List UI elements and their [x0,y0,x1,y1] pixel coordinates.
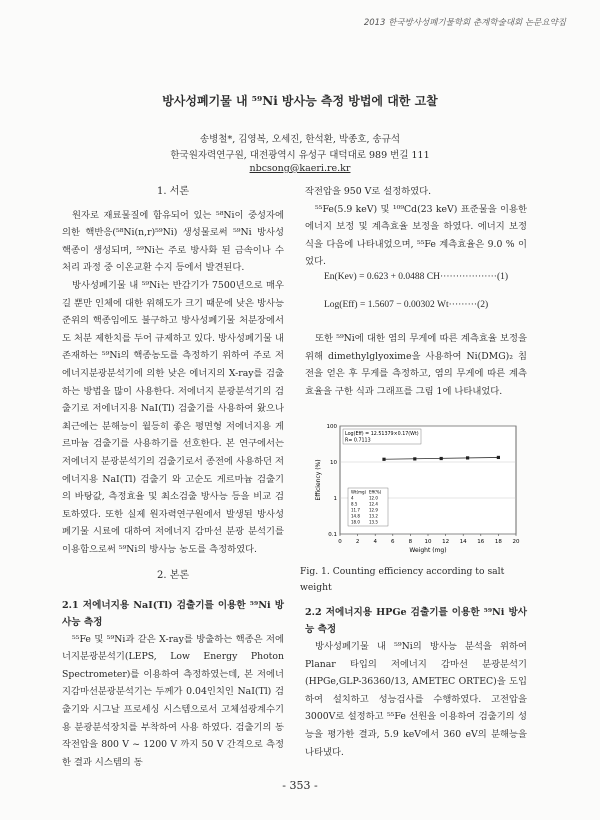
dmg-paragraph: 또한 ⁵⁹Ni에 대한 염의 무게에 따른 계측효율 보정을 위해 dimethylglyoxime을 사용하여 Ni(DMG)₂ 침전을 얻은 후 무게를 측정하고, 염의 무게에 따른 계측효율을 구한 식과 그래프를 그림 1에 나타내었다. [305,333,527,397]
x-tick-label: 10 [424,539,432,545]
inset-table-cell: 4 [351,495,354,501]
x-tick-label: 18 [494,539,502,545]
inset-table-cell: 13.5 [369,519,378,525]
data-point [497,456,500,459]
subsection-2-1-title: 2.1 저에너지용 NaI(Tl) 검출기를 이용한 ⁵⁹Ni 방사능 측정 [62,599,284,628]
figure-caption: Fig. 1. Counting efficiency according to salt weight [300,566,505,593]
operating-voltage-text: 작전압을 950 V로 설정하였다. [305,186,432,197]
subsection-2-1-paragraph: ⁵⁵Fe 및 ⁵⁹Ni과 같은 X-ray를 방출하는 핵종은 저에너지분광분석기(LEPS, Low Energy Photon Spectrometer)를 이용하여 측정하였는데, 본 저에너지감마선분광분석기는 두께가 0.04인치인 NaI(Tl) 검출기와 시그날 프로세싱 시스템으로서 고체섬광계수기용 분광분석장치를 부착하여 사용 하였다. 검출기의 동작전압을 800 V ~ 1200 V 까지 50 V 간격으로 측정한 결과 시스템의 동 [62,633,284,768]
journal-header: 2013 한국방사성폐기물학회 춘계학술대회 논문요약집 [363,18,566,28]
x-tick-label: 16 [477,539,485,545]
inset-table-header: Eff(%) [369,489,382,495]
inset-table-cell: 8.5 [351,501,358,507]
data-point [440,457,443,460]
equation-2: Log(Eff) = 1.5607 − 0.00302 Wt·········(2) [324,300,489,310]
inset-table-cell: 12.4 [369,501,378,507]
x-tick-label: 20 [512,539,520,545]
y-tick-label: 0.1 [328,532,337,538]
efficiency-chart-svg [310,420,524,556]
right-column-lower [305,604,527,761]
subsection-2-2-title: 2.2 저에너지용 HPGe 검출기를 이용한 ⁵⁹Ni 방사능 측정 [305,607,527,635]
x-tick-label: 6 [391,539,395,545]
inset-table-header: Wt(mg) [351,489,367,495]
y-tick-label: 1 [333,496,337,502]
data-point [413,457,416,460]
x-tick-label: 2 [355,539,360,545]
right-column-mid [305,330,527,400]
section-intro-title: 1. 서론 [156,186,190,197]
authors: 송병철*, 김영복, 오세진, 한석환, 박종호, 송규석 [199,134,401,145]
paper-title: 방사성폐기물 내 ⁵⁹Ni 방사능 측정 방법에 대한 고찰 [162,94,438,108]
inset-table-cell: 12.9 [369,507,378,513]
intro-paragraph-2: 방사성폐기물 내 ⁵⁹Ni는 반감기가 7500년으로 매우 길 뿐만 인체에 대한 위해도가 크기 때문에 낮은 방사능 준위의 핵종임에도 불구하고 방사성폐기물 처분장에서도 처분 제한치를 두어 규제하고 있다. 방사성폐기물 내 존재하는 ⁵⁹Ni의 핵종농도를 측정하기 위하여 주로 저에너지분광분석기에 의한 낮은 에너지의 X-ray를 검출하는 방법을 많이 사용한다. 저에너지 분광분석기의 검출기로 저에너지용 NaI(Tl) 검출기를 사용하여 왔으나 최근에는 분해능이 월등히 좋은 평면형 저에너지용 게르마늄 검출기를 사용하기를 선호한다. 본 연구에서는 저에너지 분광분석기의 검출기로서 종전에 사용하던 저에너지용 NaI(Tl) 검출기 와 고순도 게르마늄 검출기의 바탕값, 측정효율 및 최소검출 방사능 등을 비교 검토하였다. 또한 실제 원자력연구원에서 발생된 방사성폐기물 시료에 대하여 저에너지 감마선 분광 분석기를 이용함으로써 ⁵⁹Ni의 방사능 농도를 측정하였다. [62,279,284,555]
left-column [62,183,284,558]
page-number: - 353 - [282,779,318,792]
subsection-2-2-paragraph: 방사성폐기물 내 ⁵⁹Ni의 방사능 분석을 위하여 Planar 타입의 저에너지 감마선 분광분석기(HPGe,GLP-36360/13, AMETEC ORTEC)을 도입하여 설치하고 성능검사를 수행하였다. 고전압을 3000V로 설정하고 ⁵⁵Fe 선원을 이용하여 검출기의 성능을 평가한 결과, 5.9 keV에서 360 eV의 분해능을 나타냈다. [305,641,527,758]
email-link[interactable]: nbcsong@kaeri.re.kr [249,163,351,174]
x-axis-label: Weight (mg) [409,547,447,554]
y-axis-label: Efficiency (%) [315,459,322,501]
inset-table-cell: 11.7 [351,507,360,513]
x-tick-label: 8 [408,539,413,545]
intro-paragraph-1: 원자로 재료물질에 함유되어 있는 ⁵⁸Ni이 중성자에 의한 핵반응(⁵⁸Ni(n,r)⁵⁹Ni) 생성물로써 ⁵⁹Ni 방사성 핵종이 생성되며, ⁵⁹Ni는 주로 방사화 된 금속이나 수 처리 과정 중 이온교환 수지 등에서 발견된다. [62,209,284,274]
y-tick-label: 10 [330,460,337,466]
inset-table-cell: 13.2 [369,513,378,519]
inset-table-cell: 14.8 [351,513,360,519]
calibration-paragraph: ⁵⁵Fe(5.9 keV) 및 ¹⁰⁹Cd(23 keV) 표준물을 이용한 에너지 보정 및 계측효율 보정을 하였다. 에너지 보정 식을 다음에 나타내었으며, ⁵⁵Fe 계측효율은 9.0 % 이었다. [305,203,527,268]
x-tick-label: 14 [459,539,467,545]
affiliation: 한국원자력연구원, 대전광역시 유성구 대덕대로 989 번길 111 [170,150,430,161]
right-column [305,183,527,271]
left-column-lower [62,567,284,771]
equation-1: En(Kev) = 0.623 + 0.0488 CH··················(1) [324,272,509,282]
inset-table-cell: 12.0 [369,495,378,501]
efficiency-chart [310,420,524,556]
x-tick-label: 0 [338,539,342,545]
x-tick-label: 4 [373,539,377,545]
data-point [466,456,469,459]
equation-annotation-line: R= 0.7113 [345,438,371,444]
inset-table-cell: 18.0 [351,519,360,525]
equation-annotation-line: Log(Eff) = 12.51379×0.17(Wt) [345,432,419,437]
y-tick-label: 100 [326,424,337,430]
section-body-title: 2. 본론 [156,570,190,581]
x-tick-label: 12 [442,539,450,545]
data-point [382,458,385,461]
